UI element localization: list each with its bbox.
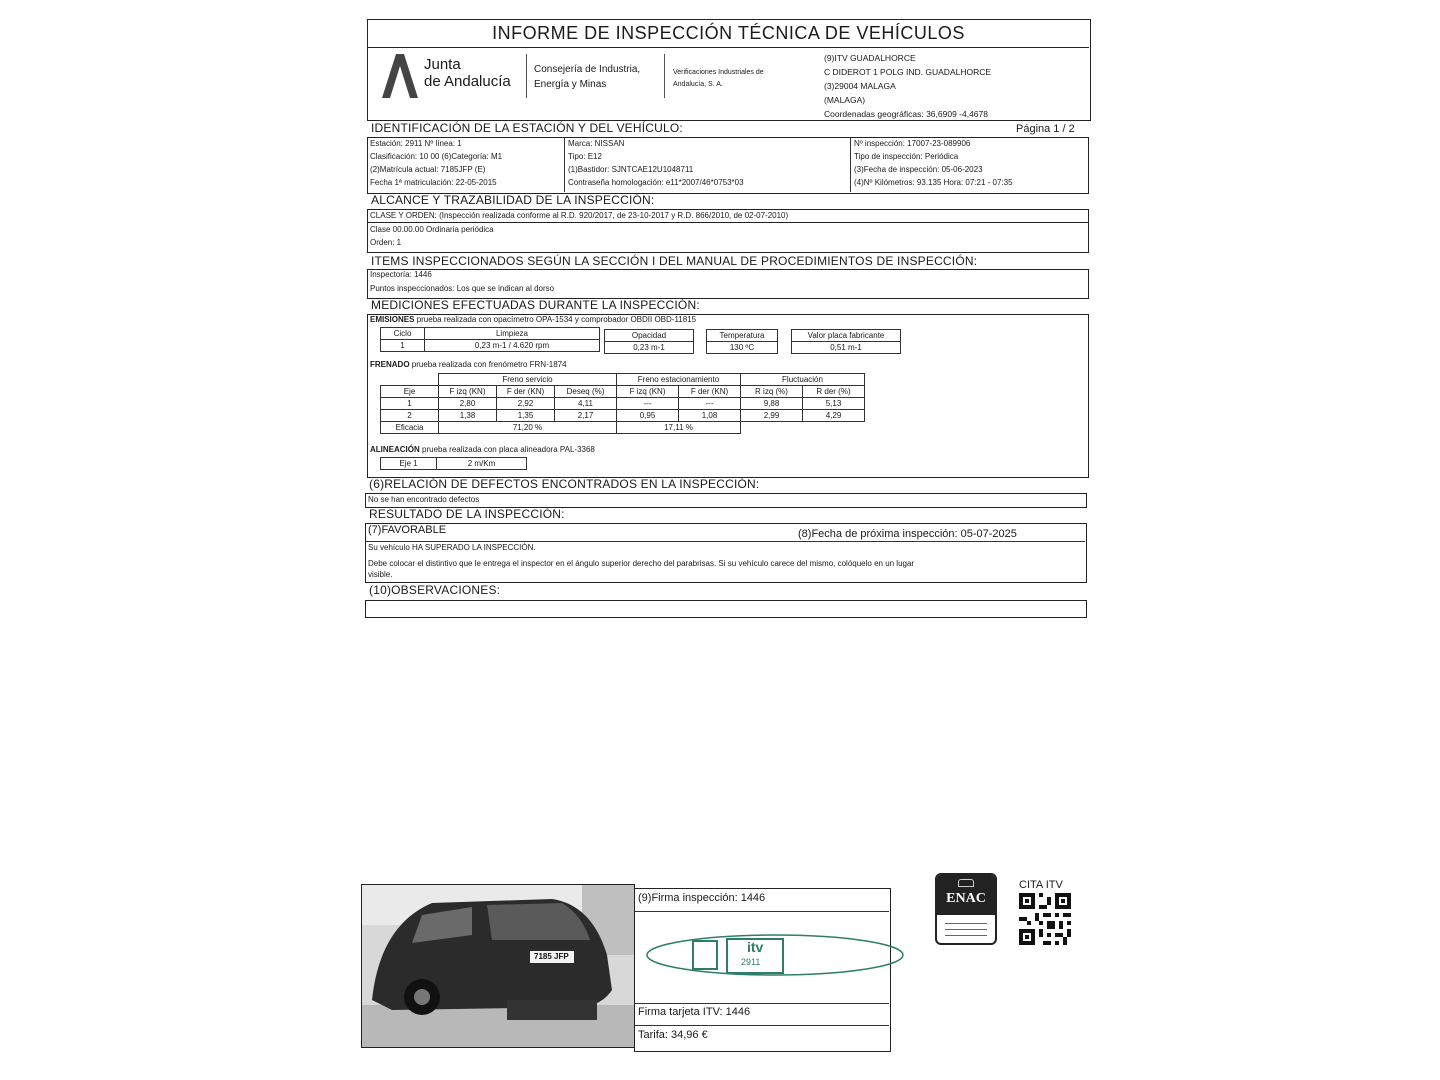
consejeria-divider — [664, 54, 665, 98]
title-divider — [368, 47, 1089, 48]
tarifa: Tarifa: 34,96 € — [638, 1029, 708, 1041]
vehicle-photo-image — [362, 885, 634, 1047]
page-number: Página 1 / 2 — [1016, 123, 1075, 135]
items-box: Inspectoría: 1446 Puntos inspeccionados: Los que se indican al dorso — [367, 269, 1089, 299]
table-row: 2 1,38 1,35 2,17 0,95 1,08 2,99 4,29 — [381, 410, 865, 422]
emissions-table-main: Ciclo Limpieza 1 0,23 m-1 / 4.620 rpm — [380, 327, 600, 352]
signature-box — [634, 888, 891, 1052]
emissions-table-opacity: Opacidad 0,23 m-1 — [604, 329, 694, 354]
junta-andalucia-logo-icon — [382, 54, 418, 98]
qr-code-icon[interactable] — [1019, 893, 1071, 945]
scope-order-box: Clase 00.00.00 Ordinaria periódica Orden: 1 — [367, 222, 1089, 253]
firma-tarjeta: Firma tarjeta ITV: 1446 — [638, 1006, 751, 1018]
id-col2: Marca: NISSAN Tipo: E12 (1)Bastidor: SJNTCAE12U1048711 Contraseña homologación: e11*2007/46*0753*03 — [568, 139, 744, 187]
enac-label: ENAC — [946, 891, 986, 906]
alignment-table: Eje 1 2 m/Km — [380, 457, 527, 470]
id-col3: Nº inspección: 17007-23-089906 Tipo de inspección: Periódica (3)Fecha de inspección: 05-06-2023 (4)Nº Kilómetros: 93.135 Hora: 07:21 - 07:35 — [854, 139, 1013, 187]
identification-heading: IDENTIFICACIÓN DE LA ESTACIÓN Y DEL VEHÍCULO: — [371, 121, 683, 135]
scope-heading: ALCANCE Y TRAZABILIDAD DE LA INSPECCIÓN: — [371, 193, 655, 207]
report-header — [367, 19, 1091, 121]
emissions-line: EMISIONES prueba realizada con opacímetro OPA-1534 y comprobador OBDII OBD-11815 — [370, 315, 697, 324]
logo-line1: Junta — [424, 56, 461, 73]
emissions-table-plate: Valor placa fabricante 0,51 m-1 — [791, 329, 901, 354]
alignment-line: ALINEACIÓN prueba realizada con placa alineadora PAL-3368 — [370, 445, 595, 454]
items-heading: ITEMS INSPECCIONADOS SEGÚN LA SECCIÓN I DEL MANUAL DE PROCEDIMIENTOS DE INSPECCIÓN: — [371, 254, 978, 268]
stamp-itv-text: itv — [747, 939, 764, 955]
consejeria: Consejería de Industria, Energía y Minas — [534, 64, 641, 90]
braking-table: Freno servicio Freno estacionamiento Fluctuación Eje F izq (KN) F der (KN) Deseq (%) F izq (KN) F der (KN) R izq (%) R der (%) 1 2,80 2,92 4,11 --- --- 9,88 5,13 2 1,38 1,35 2,17 0,95 1,08 2,99 4,29 Eficacia 71,20 % 17,11 % — [380, 373, 865, 434]
defects-box: No se han encontrado defectos — [365, 493, 1087, 508]
id-col1: Estación: 2911 Nº línea: 1 Clasificación: 10 00 (6)Categoría: M1 (2)Matrícula actual: 7185JFP (E) Fecha 1ª matriculación: 22-05-2015 — [370, 139, 503, 187]
scope-class-box: CLASE Y ORDEN: (Inspección realizada conforme al R.D. 920/2017, de 23-10-2017 y R.D. 866/2010, de 02-07-2010) — [367, 209, 1089, 223]
identification-box — [367, 137, 1089, 194]
enac-crown-icon — [958, 879, 974, 887]
braking-line: FRENADO prueba realizada con frenómetro FRN-1874 — [370, 360, 567, 369]
next-inspection-date: (8)Fecha de próxima inspección: 05-07-2025 — [798, 528, 1017, 540]
vehicle-photo — [361, 884, 635, 1048]
firma-inspeccion: (9)Firma inspección: 1446 — [638, 892, 766, 904]
defects-heading: (6)RELACIÓN DE DEFECTOS ENCONTRADOS EN LA INSPECCIÓN: — [369, 477, 760, 491]
station-address: (9)ITV GUADALHORCE C DIDEROT 1 POLG IND. GUADALHORCE (3)29004 MALAGA (MALAGA) Coordenadas geográficas: 36,6909 -4,4678 — [824, 53, 992, 119]
report-title: INFORME DE INSPECCIÓN TÉCNICA DE VEHÍCULOS — [492, 23, 965, 43]
measurements-box — [367, 314, 1089, 478]
emissions-table-temp: Temperatura 130 ºC — [706, 329, 778, 354]
table-row: 1 2,80 2,92 4,11 --- --- 9,88 5,13 — [381, 398, 865, 410]
logo-line2: de Andalucía — [424, 73, 511, 90]
logo-text — [424, 56, 511, 90]
result-box: (7)FAVORABLE (8)Fecha de próxima inspección: 05-07-2025 Su vehículo HA SUPERADO LA INSPECCIÓN. Debe colocar el distintivo que le entrega el inspector en el ángulo superior derecho del parabrisas. Si su vehículo carece del mismo, colóquelo en un lugar visible. — [365, 523, 1087, 583]
measurements-heading: MEDICIONES EFECTUADAS DURANTE LA INSPECCIÓN: — [371, 298, 700, 312]
observations-heading: (10)OBSERVACIONES: — [369, 583, 501, 597]
result-heading: RESULTADO DE LA INSPECCIÓN: — [369, 507, 565, 521]
result-verdict: (7)FAVORABLE — [368, 524, 447, 536]
stamp-number: 2911 — [741, 957, 761, 967]
cita-itv-label: CITA ITV — [1019, 879, 1063, 891]
signature-stamp-icon — [635, 929, 905, 989]
enac-badge — [935, 873, 997, 945]
observations-box — [365, 600, 1087, 618]
company-name: Verificaciones Industriales de Andalucía, S. A. — [673, 69, 764, 88]
logo-divider — [526, 54, 527, 98]
license-plate: 7185 JFP — [534, 952, 569, 961]
